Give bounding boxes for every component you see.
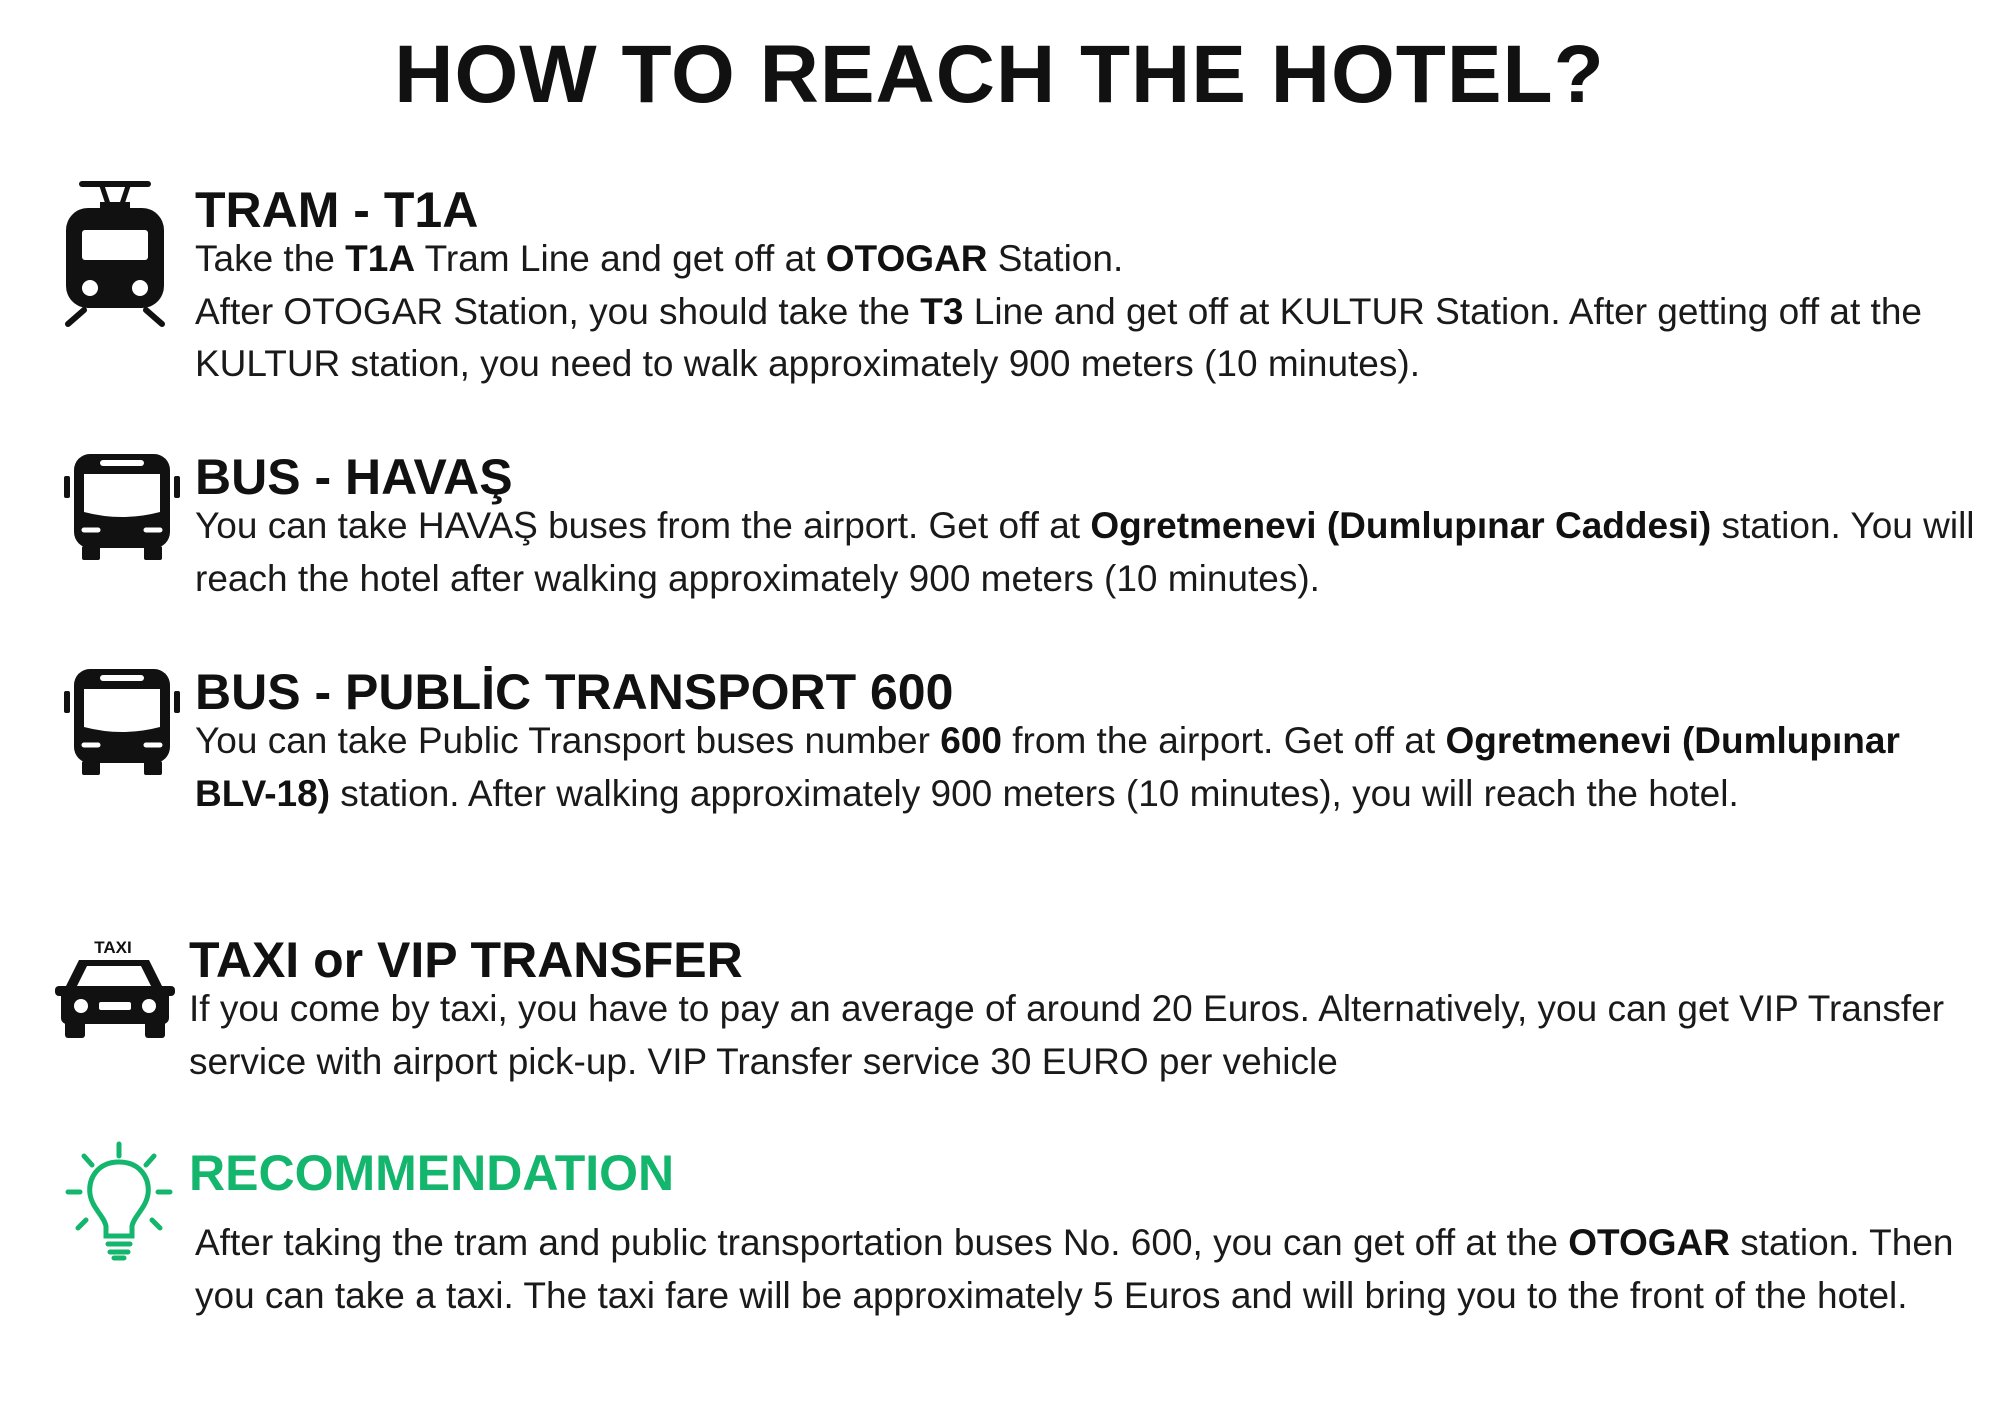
section-body (195, 233, 1975, 391)
section-body (195, 1217, 1975, 1322)
taxi-icon (55, 936, 175, 1040)
section-body (195, 715, 1975, 820)
section-heading: TRAM - T1A (195, 182, 479, 238)
paragraph: If you come by taxi, you have to pay an average of around 20 Euros. Alternatively, you can get VIP Transfer service with airport pick-up. VIP Transfer service 30 EURO per vehicle (189, 988, 1945, 1082)
section-heading: BUS - PUBLİC TRANSPORT 600 (195, 664, 954, 720)
section-body (195, 500, 1975, 605)
paragraph: Take the T1A Tram Line and get off at OTOGAR Station. (195, 238, 1124, 279)
paragraph: After OTOGAR Station, you should take the T3 Line and get off at KULTUR Station. After getting off at the KULTUR station, you need to walk approximately 900 meters (10 minutes). (195, 290, 1922, 384)
section-heading: BUS - HAVAŞ (195, 449, 513, 505)
section-heading: RECOMMENDATION (189, 1145, 675, 1201)
paragraph: After taking the tram and public transportation buses No. 600, you can get off at the OTOGAR station. Then you can take a taxi. The taxi fare will be approximately 5 Euros and will bring you to the front of the hotel. (195, 1222, 1954, 1316)
bus-icon (64, 452, 180, 562)
section-heading: TAXI or VIP TRANSFER (189, 932, 743, 988)
page-title: HOW TO REACH THE HOTEL? (394, 29, 1605, 120)
paragraph: You can take HAVAŞ buses from the airport. Get off at Ogretmenevi (Dumlupınar Caddesi) station. You will reach the hotel after walking approximately 900 meters (10 minutes). (195, 505, 1975, 599)
lightbulb-icon (64, 1140, 174, 1262)
taxi-sign-label: TAXI (94, 938, 132, 957)
paragraph: You can take Public Transport buses number 600 from the airport. Get off at Ogretmenevi (Dumlupınar BLV-18) station. After walking approximately 900 meters (10 minutes), you will reach the hotel. (195, 720, 1900, 814)
tram-icon (62, 176, 172, 328)
section-body (189, 983, 1969, 1088)
bus-icon (64, 667, 180, 777)
